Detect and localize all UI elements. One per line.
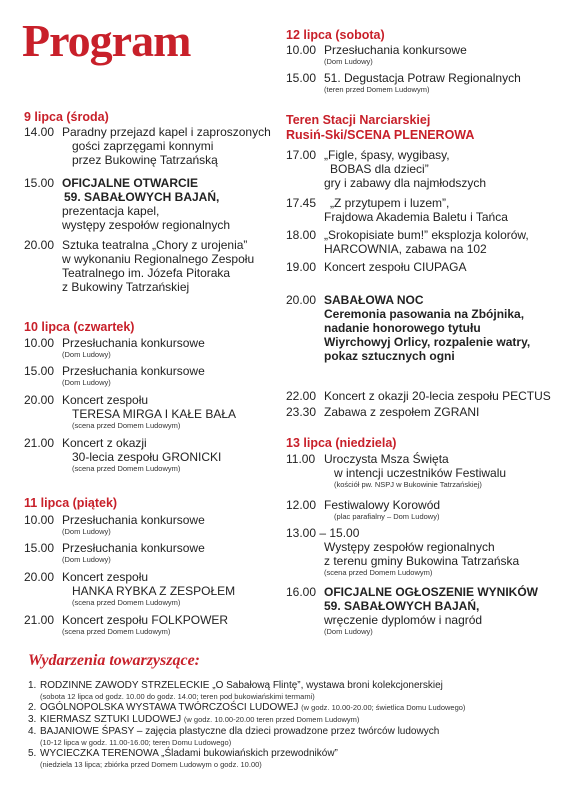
event-note: (teren przed Domem Ludowym) [324,85,430,94]
event-line: HANKA RYBKA Z ZESPOŁEM [72,584,236,598]
event-time: 16.00 [286,585,317,599]
event-line: HARCOWNIA, zabawa na 102 [324,242,487,256]
item-note: (10-12 lipca w godz. 11.00-16.00; teren Domu Ludowego) [40,738,232,747]
event-note: (Dom Ludowy) [62,527,111,536]
event-line: Koncert z okazji [62,436,147,450]
event-time: 15.00 [24,541,55,555]
event-line: występy zespołów regionalnych [62,218,231,232]
event-line: z Bukowiny Tatrzańskiej [62,280,190,294]
event-line: „Figle, śpasy, wygibasy, [324,148,450,162]
event-note: (scena przed Domem Ludowym) [62,627,171,636]
event-time: 17.45 [286,196,317,210]
item-text: RODZINNE ZAWODY STRZELECKIE „O Sabałową Flintę”, wystawa broni kolekcjonerskiej [40,680,443,691]
item-note: (sobota 12 lipca od godz. 10.00 do godz. 14.00; teren pod bukowiańskimi termami) [40,692,315,701]
event-line: Uroczysta Msza Święta [324,452,449,466]
event-line: 59. SABAŁOWYCH BAJAŃ, [324,599,480,613]
item-text: BAJANIOWE ŚPASY – zajęcia plastyczne dla dzieci prowadzone przez twórców ludowych [40,726,440,737]
event-line: Przesłuchania konkursowe [62,541,205,555]
item-note: (niedziela 13 lipca; zbiórka przed Domem Ludowym o godz. 10.00) [40,760,262,769]
event-line: Przesłuchania konkursowe [62,513,205,527]
list-item [28,680,548,692]
event-line: gry i zabawy dla najmłodszych [324,176,487,190]
event-line: TERESA MIRGA I KAŁE BAŁA [72,407,237,421]
event-time: 15.00 [286,71,317,85]
event-line: pokaz sztucznych ogni [324,349,455,363]
event-line: Przesłuchania konkursowe [62,364,205,378]
side-events-title: Wydarzenia towarzyszące: [28,652,200,669]
event-line: Sztuka teatralna „Chory z urojenia” [62,238,248,252]
event-line: z terenu gminy Bukowina Tatrzańska [324,554,520,568]
event-line: prezentacja kapel, [62,204,160,218]
list-item [28,748,548,760]
event-time: 21.00 [24,436,55,450]
event-line: Teatralnego im. Józefa Pitoraka [62,266,231,280]
event-line: Koncert zespołu [62,393,149,407]
side-events-list [28,680,548,770]
event-note: (scena przed Domem Ludowym) [72,421,181,430]
event-time: 21.00 [24,613,55,627]
event-note: (scena przed Domem Ludowym) [72,598,181,607]
day-heading: 11 lipca (piątek) [24,496,118,510]
event-note: (plac parafialny – Dom Ludowy) [334,512,440,521]
event-line: „Z przytupem i luzem”, [330,196,450,210]
event-time: 15.00 [24,176,55,190]
event-time: 19.00 [286,260,317,274]
event-time: 12.00 [286,498,317,512]
event-time: 17.00 [286,148,317,162]
day-heading: 12 lipca (sobota) [286,28,385,42]
event-line: przez Bukowinę Tatrzańską [72,153,218,167]
event-note: (Dom Ludowy) [62,350,111,359]
event-line: Ceremonia pasowania na Zbójnika, [324,307,525,321]
day-heading: 9 lipca (środa) [24,110,109,124]
event-line: 30-lecia zespołu GRONICKI [72,450,222,464]
venue-heading: Teren Stacji Narciarskiej [286,113,431,127]
venue-heading: Rusiń-Ski/SCENA PLENEROWA [286,128,475,142]
day-heading: 10 lipca (czwartek) [24,320,135,334]
list-item [28,702,548,714]
event-line: 51. Degustacja Potraw Regionalnych [324,71,521,85]
event-time: 20.00 [24,393,55,407]
event-time: 14.00 [24,125,55,139]
event-note: (Dom Ludowy) [62,555,111,564]
item-note: (w godz. 10.00-20.00; świetlica Domu Ludowego) [301,703,466,712]
event-note: (Dom Ludowy) [324,57,373,66]
event-time: 13.00 – 15.00 [286,526,360,540]
event-line: 59. SABAŁOWYCH BAJAŃ, [64,190,220,204]
list-item [28,726,548,738]
event-line: w wykonaniu Regionalnego Zespołu [62,252,255,266]
event-line: OFICJALNE OGŁOSZENIE WYNIKÓW [324,585,539,599]
event-note: (scena przed Domem Ludowym) [324,568,433,577]
event-note: (Dom Ludowy) [324,627,373,636]
event-line: SABAŁOWA NOC [324,293,424,307]
item-number: 1. [28,680,37,691]
item-number: 3. [28,714,37,725]
event-line: „Srokopisiate bum!” eksplozja kolorów, [324,228,529,242]
event-time: 18.00 [286,228,317,242]
event-line: Paradny przejazd kapel i zaproszonych [62,125,271,139]
item-text: KIERMASZ SZTUKI LUDOWEJ [40,714,182,725]
event-line: OFICJALNE OTWARCIE [62,176,199,190]
list-item [28,714,548,726]
event-line: w intencji uczestników Festiwalu [334,466,507,480]
event-line: Zabawa z zespołem ZGRANI [324,405,480,419]
event-time: 22.00 [286,389,317,403]
event-line: Występy zespołów regionalnych [324,540,495,554]
event-time: 20.00 [24,570,55,584]
event-line: Koncert zespołu [62,570,149,584]
event-line: Przesłuchania konkursowe [324,43,467,57]
event-line: gości zaprzęgami konnymi [72,139,214,153]
item-number: 2. [28,702,37,713]
page-title: Program [22,15,191,66]
event-line: Wiyrchowyj Orlicy, rozpalenie watry, [324,335,531,349]
event-time: 15.00 [24,364,55,378]
day-heading: 13 lipca (niedziela) [286,436,397,450]
event-time: 23.30 [286,405,317,419]
event-line: Koncert zespołu FOLKPOWER [62,613,229,627]
item-note: (w godz. 10.00-20.00 teren przed Domem Ludowym) [183,715,360,724]
event-line: BOBAS dla dzieci” [330,162,429,176]
event-time: 10.00 [286,43,317,57]
item-text: WYCIECZKA TERENOWA „Śladami bukowiańskich przewodników” [40,748,338,759]
event-note: (scena przed Domem Ludowym) [72,464,181,473]
event-line: Koncert z okazji 20-lecia zespołu PECTUS [324,389,551,403]
event-line: wręczenie dyplomów i nagród [324,613,483,627]
item-number: 5. [28,748,37,759]
item-number: 4. [28,726,37,737]
event-time: 20.00 [286,293,317,307]
event-note: (kościół pw. NSPJ w Bukowinie Tatrzańskiej) [334,480,482,489]
event-time: 10.00 [24,336,55,350]
event-line: Festiwalowy Korowód [324,498,441,512]
event-line: Przesłuchania konkursowe [62,336,205,350]
event-note: (Dom Ludowy) [62,378,111,387]
event-time: 20.00 [24,238,55,252]
event-time: 10.00 [24,513,55,527]
event-line: nadanie honorowego tytułu [324,321,481,335]
event-line: Koncert zespołu CIUPAGA [324,260,467,274]
item-text: OGÓLNOPOLSKA WYSTAWA TWÓRCZOŚCI LUDOWEJ [40,702,299,713]
event-time: 11.00 [286,452,316,466]
event-line: Frajdowa Akademia Baletu i Tańca [324,210,508,224]
